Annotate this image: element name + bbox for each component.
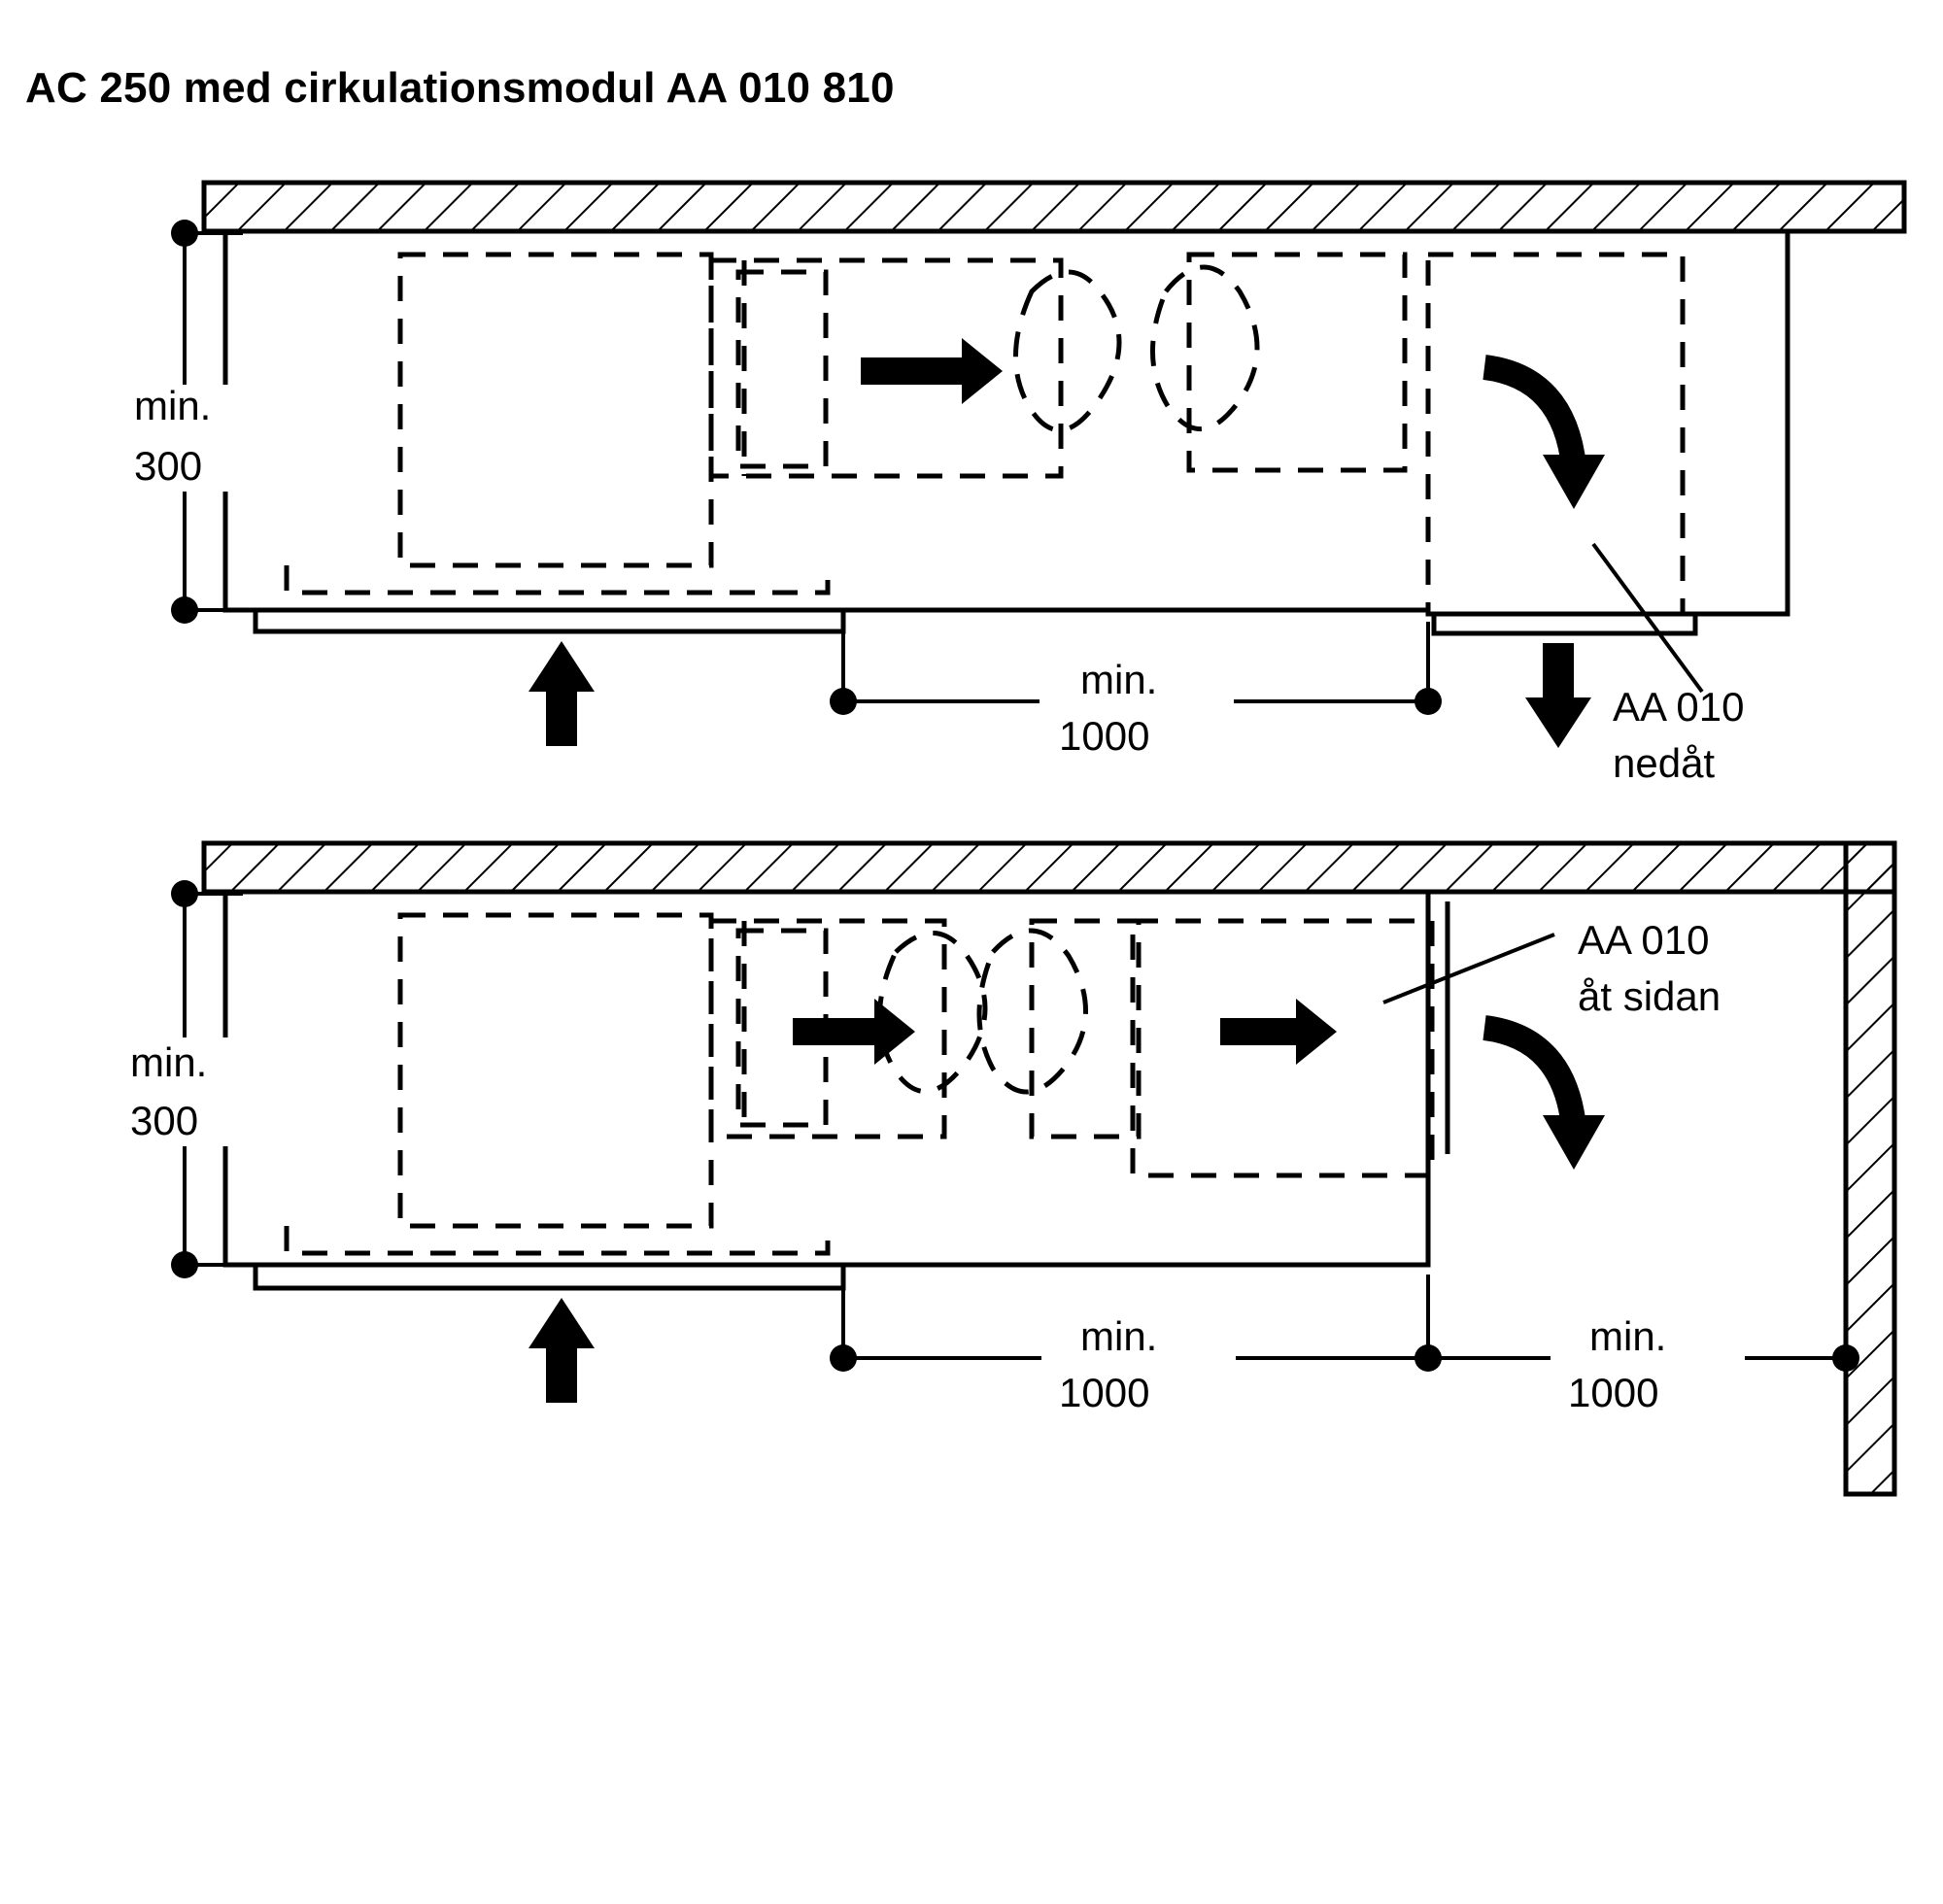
callout-aa010-down	[1593, 544, 1744, 786]
intake-arrow-up-bottom	[528, 1298, 595, 1403]
diagram-top	[115, 183, 1904, 786]
min1000-right-label-line2: 1000	[1568, 1370, 1659, 1415]
min300-label-line2: 300	[134, 443, 203, 489]
min1000-label-line2: 1000	[1059, 713, 1150, 759]
min1000-right-label-line1: min.	[1589, 1313, 1667, 1359]
dashed-components-top	[287, 255, 1683, 614]
callout-side-line1: AA 010	[1578, 917, 1710, 963]
airflow-arrow-right-top	[861, 338, 1003, 404]
outlet-arrow-down-top	[1525, 643, 1591, 748]
min1000-left-label-line2: 1000	[1059, 1370, 1150, 1415]
min300-bottom-label-line2: 300	[130, 1098, 199, 1143]
wall-hatch-right	[1846, 843, 1894, 1494]
callout-side-line2: åt sidan	[1578, 973, 1721, 1019]
dashed-components-bottom	[287, 915, 1432, 1253]
airflow-arrow-right-1-bottom	[793, 999, 915, 1065]
min300-label-line1: min.	[134, 383, 212, 428]
airflow-arrow-right-2-bottom	[1220, 999, 1337, 1065]
page-title: AC 250 med cirkulationsmodul AA 010 810	[25, 64, 895, 112]
min1000-label-line1: min.	[1080, 657, 1158, 702]
diagram-bottom	[115, 843, 1894, 1494]
exhaust-arrow-curved-bottom	[1484, 1028, 1605, 1170]
exhaust-arrow-curved-top	[1484, 367, 1605, 509]
callout-down-line1: AA 010	[1613, 684, 1745, 730]
dimension-min1000-left-bottom	[830, 1275, 1442, 1424]
ceiling-hatch-bottom	[204, 843, 1894, 892]
min1000-left-label-line1: min.	[1080, 1313, 1158, 1359]
callout-down-line2: nedåt	[1613, 740, 1716, 786]
dimension-min1000-right-bottom	[1428, 1311, 1859, 1424]
cabinet-outline-bottom	[225, 894, 1448, 1265]
dimension-min1000-top	[830, 622, 1442, 765]
intake-arrow-up-top	[528, 641, 595, 746]
min300-bottom-label-line1: min.	[130, 1039, 208, 1085]
hood-plate-bottom	[256, 1265, 843, 1288]
ceiling-hatch-top	[204, 183, 1904, 231]
